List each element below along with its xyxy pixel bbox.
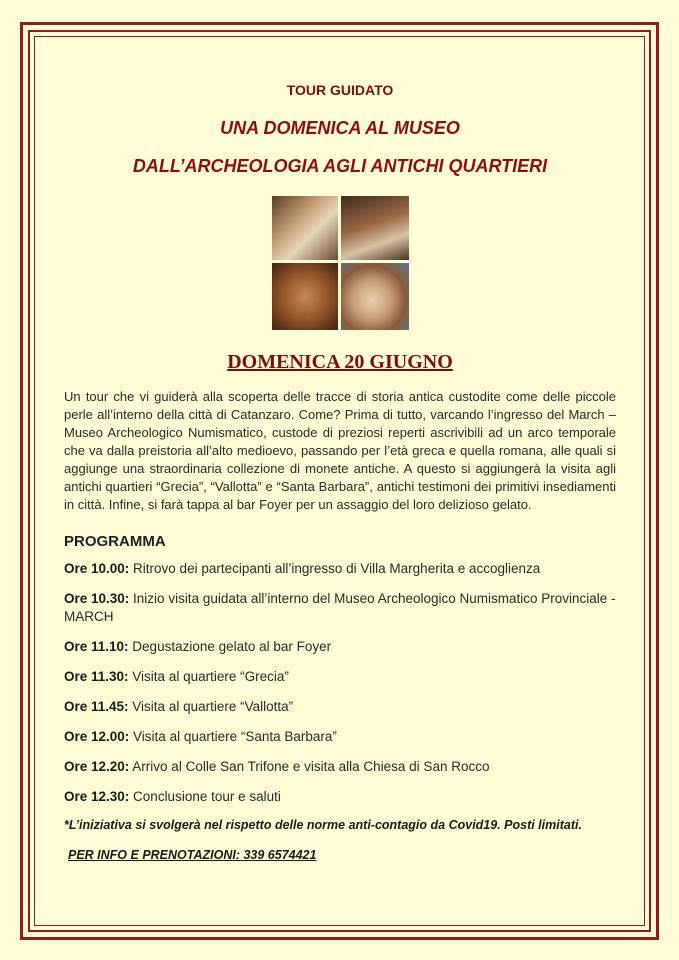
booking-info: PER INFO E PRENOTAZIONI: 339 6574421 <box>68 848 317 862</box>
program-text: Degustazione gelato al bar Foyer <box>128 639 332 654</box>
program-time: Ore 11.45: <box>64 699 129 714</box>
program-text: Arrivo al Colle San Trifone e visita alla Chiesa di San Rocco <box>129 759 490 774</box>
flyer-content <box>64 80 616 864</box>
program-item <box>64 590 616 626</box>
program-text: Conclusione tour e saluti <box>129 789 281 804</box>
program-heading: PROGRAMMA <box>64 533 166 550</box>
program-item <box>64 728 616 746</box>
program-item <box>64 758 616 776</box>
museum-exhibit-photo <box>341 196 409 260</box>
tour-label: TOUR GUIDATO <box>286 82 394 98</box>
program-text: Ritrovo dei partecipanti all’ingresso di Villa Margherita e accoglienza <box>129 561 541 576</box>
program-text: Visita al quartiere “Vallotta” <box>128 699 294 714</box>
program-time: Ore 11.30: <box>64 669 129 684</box>
program-list <box>64 560 616 806</box>
event-date <box>64 350 616 374</box>
covid-note: *L’iniziativa si svolgerà nel rispetto delle norme anti-contagio da Covid19. Posti limitati. <box>64 818 582 832</box>
event-subtitle: DALL’ARCHEOLOGIA AGLI ANTICHI QUARTIERI <box>132 156 548 176</box>
program-time: Ore 12.20: <box>64 759 130 774</box>
program-time: Ore 12.30: <box>64 789 130 804</box>
event-date-text: DOMENICA 20 GIUGNO <box>227 351 453 373</box>
program-time: Ore 10.30: <box>64 591 130 606</box>
program-text: Visita al quartiere “Santa Barbara” <box>129 729 337 744</box>
program-item <box>64 788 616 806</box>
program-item <box>64 560 616 578</box>
photo-collage <box>272 196 409 330</box>
gelato-photo <box>341 263 409 330</box>
museum-corridor-photo <box>272 196 338 260</box>
event-title: UNA DOMENICA AL MUSEO <box>220 118 460 138</box>
program-time: Ore 10.00: <box>64 561 130 576</box>
program-item <box>64 668 616 686</box>
program-time: Ore 11.10: <box>64 639 129 654</box>
program-item <box>64 638 616 656</box>
program-text: Visita al quartiere “Grecia” <box>128 669 289 684</box>
program-text: Inizio visita guidata all’interno del Museo Archeologico Numismatico Provinciale - MARCH <box>64 591 616 624</box>
ancient-coin-photo <box>272 263 338 330</box>
program-time: Ore 12.00: <box>64 729 130 744</box>
program-item <box>64 698 616 716</box>
intro-paragraph: Un tour che vi guiderà alla scoperta delle tracce di storia antica custodite come delle piccole perle all’interno della città di Catanzaro. Come? Prima di tutto, varcando l’ingresso del March – Museo Archeologico Numismatico, custode di preziosi reperti ascrivibili ad un arco temporale che va dalla preistoria all’alto medioevo, passando per l’età greca e quella romana, alle quali si aggiunge una straordinaria collezione di monete antiche. A questo si aggiungerà la visita agli antichi quartieri “Grecia”, “Vallotta” e “Santa Barbara”, antichi testimoni dei primitivi insediamenti in città. Infine, si farà tappa al bar Foyer per un assaggio del loro delizioso gelato. <box>64 389 616 512</box>
